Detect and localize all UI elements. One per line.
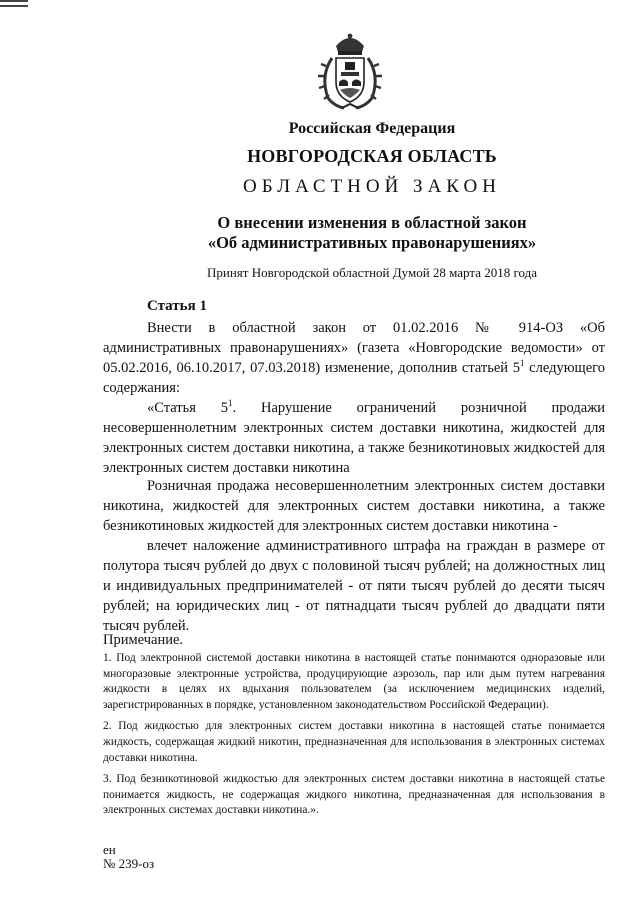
region-heading: НОВГОРОДСКАЯ ОБЛАСТЬ — [247, 146, 497, 166]
law-type-heading: ОБЛАСТНОЙ ЗАКОН — [243, 176, 501, 197]
notes-list — [103, 651, 605, 825]
law-title — [52, 213, 640, 253]
note-item: 1. Под электронной системой доставки никотина в настоящей статье понимаются одноразовые или многоразовые электронные устройства, продуцирующие аэрозоль, пар или дым путем нагревания жидкости в целях их вдыхания пользователем (за исключением медицинских изделий, зарегистрированных в порядке, установленном законодательством Российской Федерации). — [103, 652, 605, 711]
article-paragraph-3: Розничная продажа несовершеннолетним электронных систем доставки никотина, жидкостей для электронных систем доставки никотина, а также безникотиновых жидкостей для электронных систем доставки никотина - — [103, 478, 605, 534]
note-item: 2. Под жидкостью для электронных систем доставки никотина в настоящей статье понимается жидкость, содержащая жидкий никотин, предназначенная для использования в электронных системах доставки никотина. — [103, 720, 605, 764]
article-paragraph-4: влечет наложение административного штрафа на граждан в размере от полутора тысяч рублей до двух с половиной тысяч рублей; на должностных лиц и индивидуальных предпринимателей - от пяти тысяч рублей до десяти тысяч рублей; на юридических лиц - от пятнадцати тысяч рублей до двадцати пяти тысяч рублей. — [103, 538, 605, 634]
superscript: 1 — [520, 358, 525, 369]
page-corner-mark — [0, 0, 28, 7]
article-paragraph-1: Внести в областной закон от 01.02.2016 № 914-ОЗ «Об административных правонарушениях» (газета «Новгородские ведомости» от 05.02.2016, 06.10.2017, 07.03.2018) изменение, дополнив статьей $5^1$ следующего содержания: — [103, 320, 605, 396]
article-paragraph-2: «Статья $5^1$. Нарушение ограничений розничной продажи несовершеннолетним электронных систем доставки никотина, жидкостей для электронных систем доставки никотина, а также безникотиновых жидкостей для электронных систем доставки никотина — [103, 398, 605, 476]
superscript: 1 — [228, 398, 233, 409]
note-item: 3. Под безникотиновой жидкостью для электронных систем доставки никотина в настоящей статье понимается жидкость, не содержащая жидкого никотина, предназначенная для использования в электронных системах доставки никотина.». — [103, 773, 605, 817]
law-title-line-2: «Об административных правонарушениях» — [207, 233, 537, 252]
footer-mark: ен — [103, 842, 116, 857]
law-title-line-1: О внесении изменения в областной закон — [217, 213, 527, 232]
adoption-note: Принят Новгородской областной Думой 28 марта 2018 года — [206, 265, 538, 280]
federation-heading: Российская Федерация — [288, 120, 456, 137]
note-label: Примечание. — [103, 632, 184, 648]
coat-of-arms-emblem — [314, 30, 386, 112]
article-heading: Статья 1 — [147, 298, 207, 314]
law-number: № 239-оз — [103, 856, 155, 871]
